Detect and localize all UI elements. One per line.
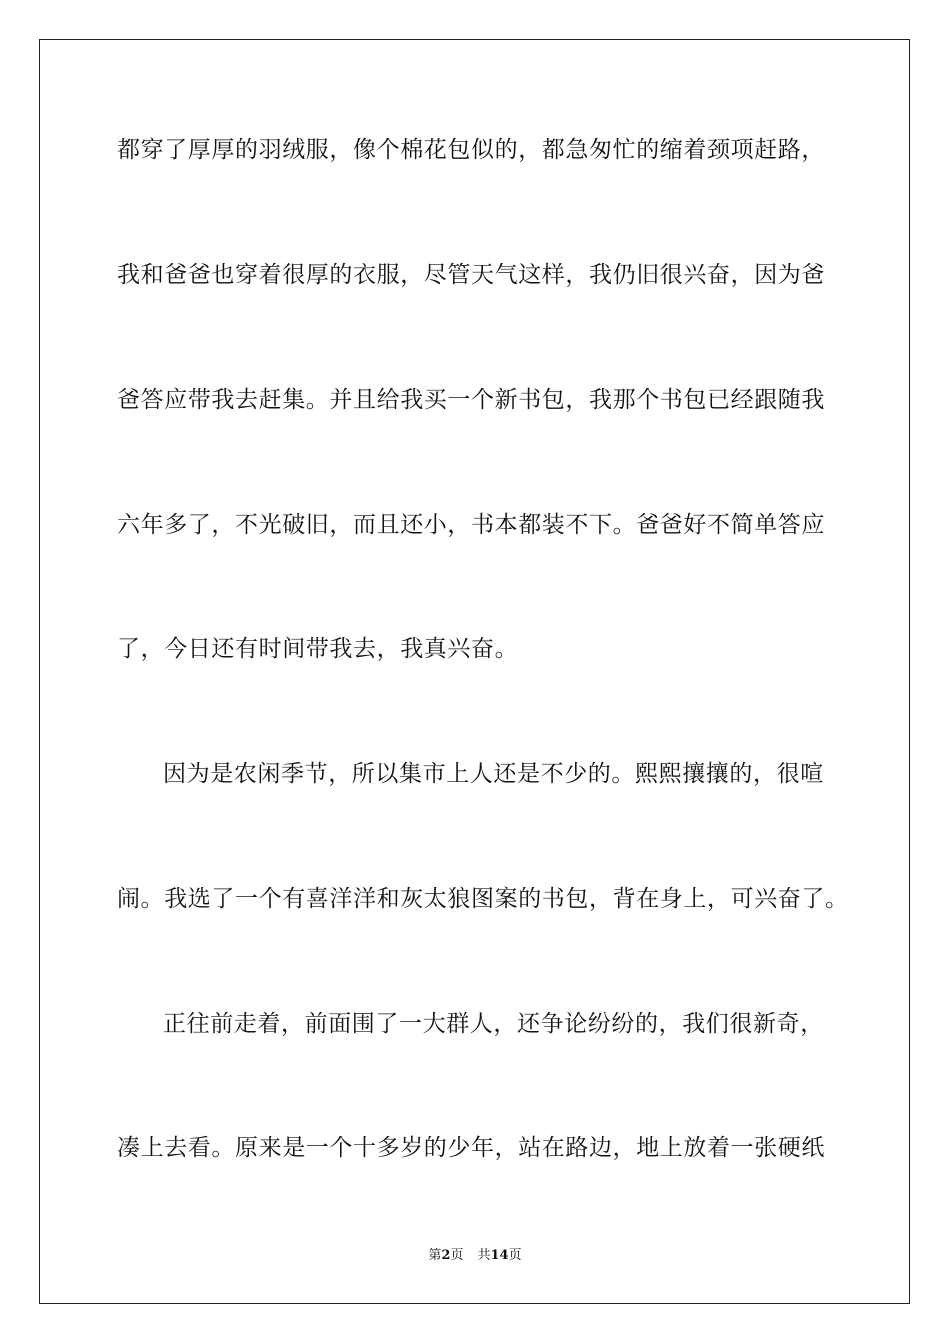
text-line-4: 六年多了，不光破旧，而且还小，书本都装不下。爸爸好不简单答应: [117, 512, 825, 538]
footer-page-prefix: 第: [428, 1248, 442, 1263]
footer-total-prefix: 共: [477, 1248, 491, 1263]
text-line-8: 正往前走着，前面围了一大群人，还争论纷纷的，我们很新奇，: [163, 1011, 824, 1037]
text-line-7: 闹。我选了一个有喜洋洋和灰太狼图案的书包，背在身上，可兴奋了。: [117, 886, 849, 912]
text-line-5: 了，今日还有时间带我去，我真兴奋。: [117, 636, 519, 662]
footer-page-number: 2: [441, 1248, 451, 1263]
text-line-2: 我和爸爸也穿着很厚的衣服，尽管天气这样，我仍旧很兴奋，因为爸: [117, 262, 825, 288]
footer-page-suffix: 页: [450, 1248, 464, 1263]
footer-total-suffix: 页: [508, 1248, 522, 1263]
text-line-3: 爸答应带我去赶集。并且给我买一个新书包，我那个书包已经跟随我: [117, 387, 825, 413]
text-line-6: 因为是农闲季节，所以集市上人还是不少的。熙熙攘攘的，很喧: [163, 761, 824, 787]
page-footer: [0, 1247, 950, 1265]
text-line-9: 凑上去看。原来是一个十多岁的少年，站在路边，地上放着一张硬纸: [117, 1135, 825, 1161]
page-border: [39, 39, 910, 1304]
footer-total-pages: 14: [490, 1248, 509, 1263]
text-line-1: 都穿了厚厚的羽绒服，像个棉花包似的，都急匆忙的缩着颈项赶路，: [117, 137, 825, 163]
